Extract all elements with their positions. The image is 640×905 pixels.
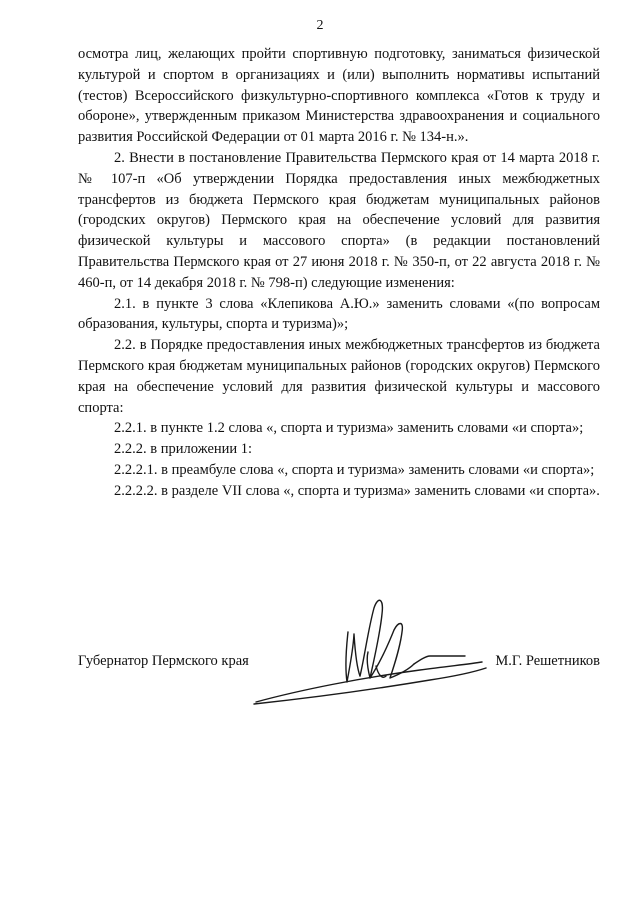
paragraph-2-2-2: 2.2.2. в приложении 1: — [114, 441, 253, 458]
signer-name: М.Г. Решетников — [495, 653, 600, 669]
paragraph-2-1: 2.1. в пункте 3 слова «Клепикова А.Ю.» заменить словами «(по вопросам образования, культуры, спорта и туризма)»; — [78, 295, 600, 333]
signer-position: Губернатор Пермского края — [78, 653, 249, 669]
paragraph-2: 2. Внести в постановление Правительства Пермского края от 14 марта 2018 г. № 107-п «Об утверждении Порядка предоставления иных межбюджетных трансфертов из бюджета Пермского края бюджетам муниципальных районов (городских округов) Пермского края на обеспечение условий для развития физической культуры и массового спорта» (в редакции постановлений Правительства Пермского края от 27 июня 2018 г. № 350-п, от 22 августа 2018 г. № 460-п, от 14 декабря 2018 г. № 798-п) следующие изменения: — [78, 149, 600, 291]
paragraph-2-2-1: 2.2.1. в пункте 1.2 слова «, спорта и туризма» заменить словами «и спорта»; — [114, 420, 584, 437]
paragraph-2-2-2-2: 2.2.2.2. в разделе VII слова «, спорта и туризма» заменить словами «и спорта». — [114, 482, 600, 499]
paragraph-2-2-2-1: 2.2.2.1. в преамбуле слова «, спорта и туризма» заменить словами «и спорта»; — [114, 461, 595, 478]
paragraph-2-2: 2.2. в Порядке предоставления иных межбюджетных трансфертов из бюджета Пермского края бюджетам муниципальных районов (городских округов) Пермского края на обеспечение условий для развития физической культуры и массового спорта: — [78, 337, 600, 416]
page-number: 2 — [316, 18, 324, 33]
document-body — [78, 44, 600, 502]
handwritten-signature — [250, 590, 510, 720]
paragraph-1: осмотра лиц, желающих пройти спортивную подготовку, заниматься физической культурой и спортом в организациях и (или) выполнить нормативы испытаний (тестов) Всероссийского физкультурно-спортивного комплекса «Готов к труду и обороне», утвержденным приказом Министерства здравоохранения и социального развития Российской Федерации от 01 марта 2016 г. № 134-н.». — [78, 46, 600, 146]
